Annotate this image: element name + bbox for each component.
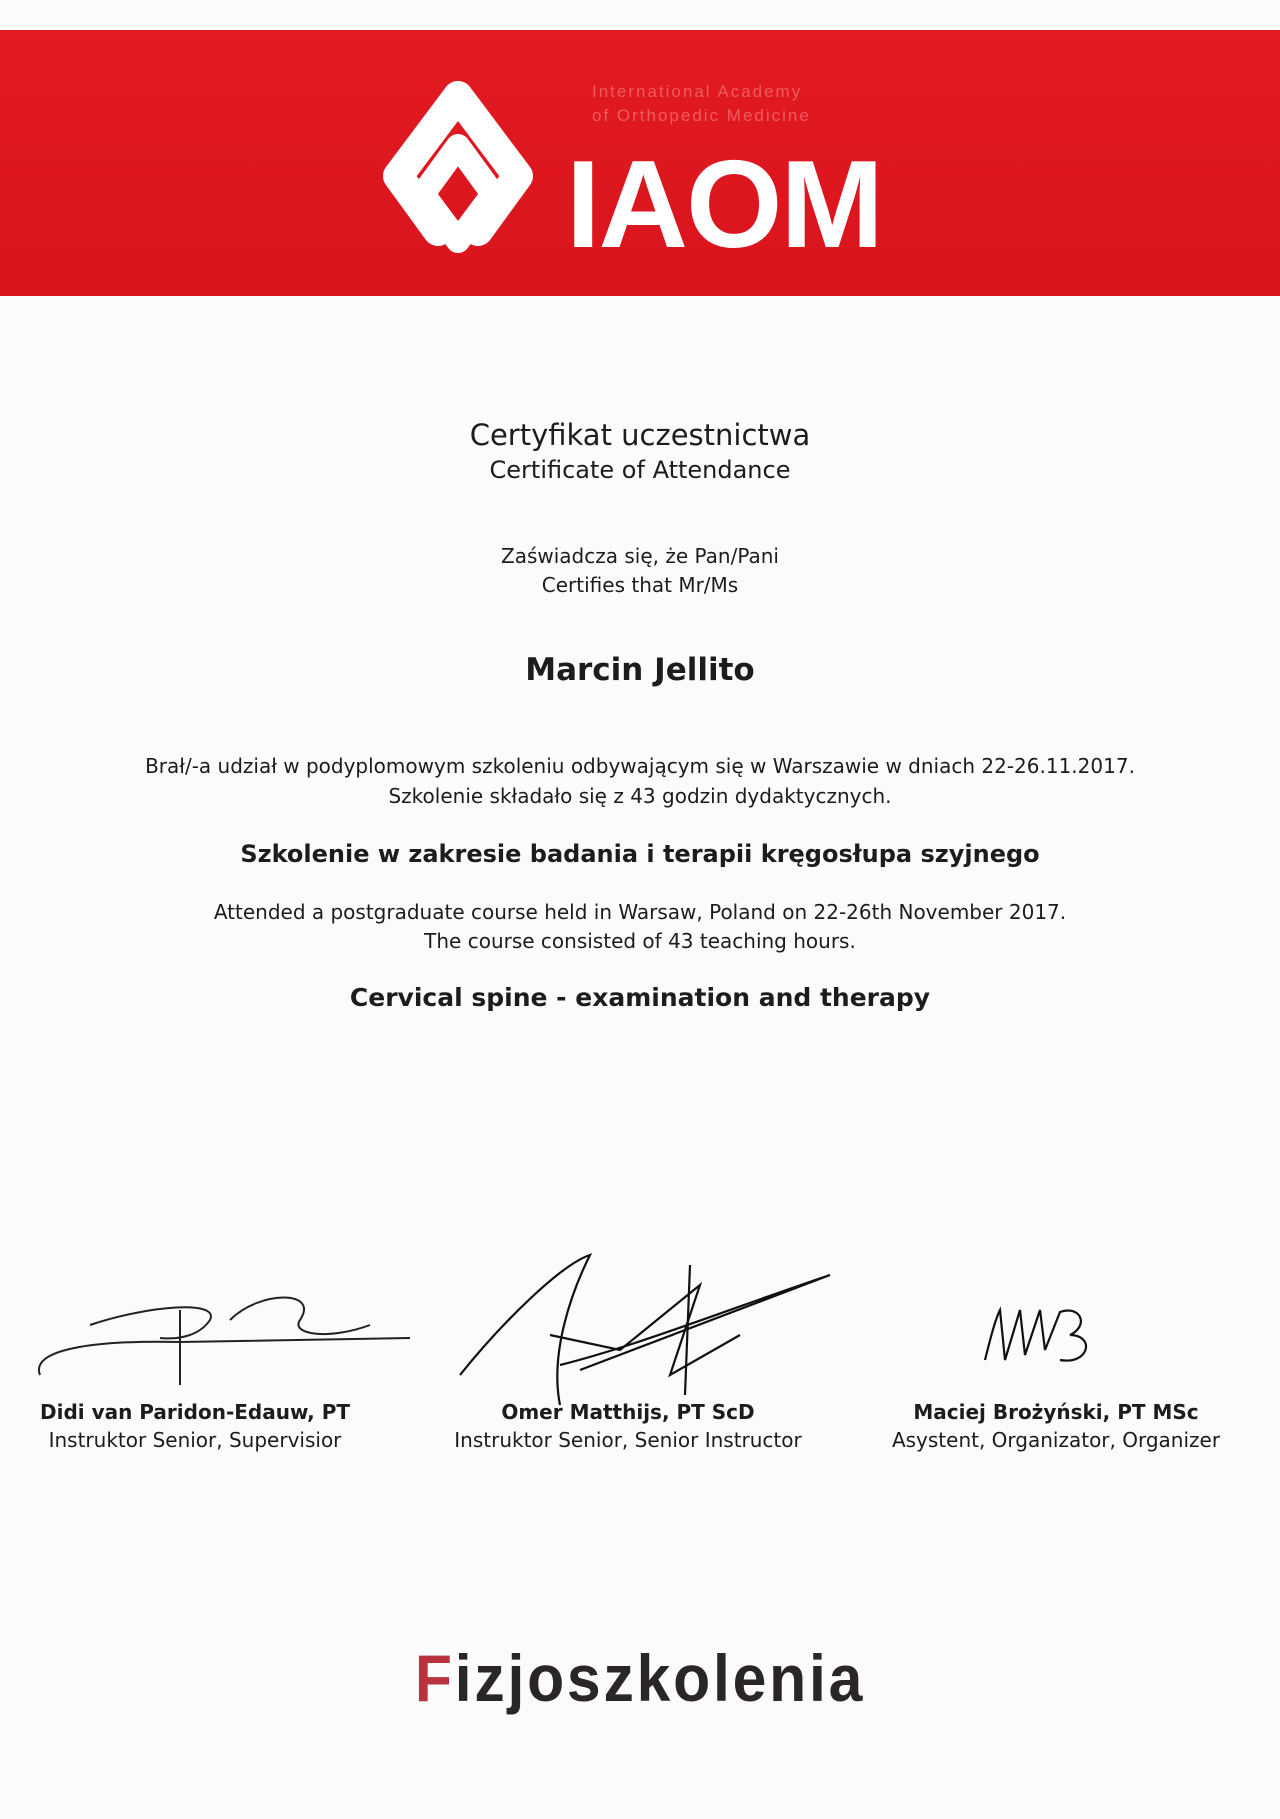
academy-line-2: of Orthopedic Medicine [592,106,811,125]
attended-en-2: The course consisted of 43 teaching hours. [424,929,856,953]
logo-rest: izjoszkolenia [454,1641,866,1715]
signatory-name: Didi van Paridon-Edauw, PT [39,1400,351,1424]
recipient-name: Marcin Jellito [525,652,755,688]
signatory-name: Maciej Brożyński, PT MSc [913,1400,1199,1424]
attended-pl-2: Szkolenie składało się z 43 godzin dydaktycznych. [388,784,892,808]
signatory-1 [0,1400,405,1452]
signatory-name: Omer Matthijs, PT ScD [501,1400,755,1424]
title-pl: Certyfikat uczestnictwa [469,418,811,452]
attended-pl-1: Brał/-a udział w podyplomowym szkoleniu odbywającym się w Warszawie w dniach 22-26.11.2017. [145,754,1135,778]
logo-text: IAOM [566,136,882,274]
signatory-role: Instruktor Senior, Supervisior [48,1428,342,1452]
title-en: Certificate of Attendance [489,456,791,484]
iaom-logo-icon [368,76,548,258]
signatory-2 [418,1400,838,1452]
academy-name [592,80,811,128]
attended-en-1: Attended a postgraduate course held in Warsaw, Poland on 22-26th November 2017. [213,900,1067,924]
academy-line-1: International Academy [592,82,803,101]
logo-first-letter: F [414,1641,455,1715]
signature-1 [30,1280,410,1390]
signatory-role: Asystent, Organizator, Organizer [891,1428,1221,1452]
signatory-role: Instruktor Senior, Senior Instructor [454,1428,802,1452]
certifies-pl: Zaświadcza się, że Pan/Pani [501,544,779,568]
certifies-en: Certifies that Mr/Ms [541,573,739,597]
signature-3 [980,1300,1120,1380]
fizjoszkolenia-logo [51,1640,1229,1716]
course-title-en: Cervical spine - examination and therapy [349,983,931,1012]
course-title-pl: Szkolenie w zakresie badania i terapii kręgosłupa szyjnego [240,840,1040,868]
signature-2 [440,1245,840,1415]
signatory-3 [846,1400,1266,1452]
